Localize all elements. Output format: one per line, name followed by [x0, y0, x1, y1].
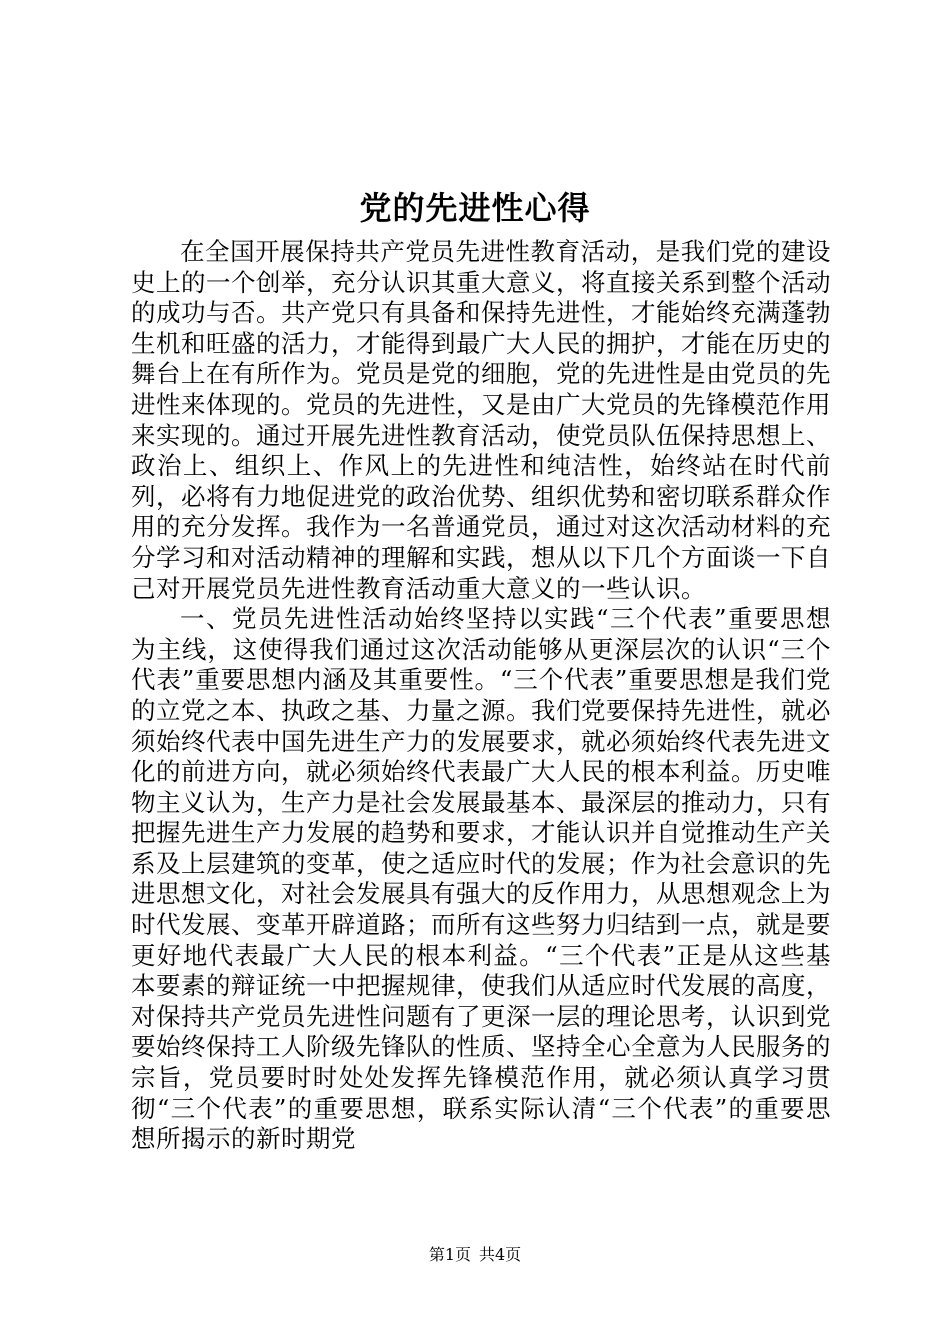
page-title: 党的先进性心得: [359, 189, 591, 227]
document-body: [131, 237, 831, 1155]
paragraph-section-one: 一、党员先进性活动始终坚持以实践“三个代表”重要思想为主线，这使得我们通过这次活动能够从更深层次的认识“三个代表”重要思想内涵及其重要性。“三个代表”重要思想是我们党的立党之本、执政之基、力量之源。我们党要保持先进性，就必须始终代表中国先进生产力的发展要求，就必须始终代表先进文化的前进方向，就必须始终代表最广大人民的根本利益。历史唯物主义认为，生产力是社会发展最基本、最深层的推动力，只有把握先进生产力发展的趋势和要求，才能认识并自觉推动生产关系及上层建筑的变革，使之适应时代的发展；作为社会意识的先进思想文化，对社会发展具有强大的反作用力，从思想观念上为时代发展、变革开辟道路；而所有这些努力归结到一点，就是要更好地代表最广大人民的根本利益。“三个代表”正是从这些基本要素的辩证统一中把握规律，使我们从适应时代发展的高度，对保持共产党员先进性问题有了更深一层的理论思考，认识到党要始终保持工人阶级先锋队的性质、坚持全心全意为人民服务的宗旨，党员要时时处处发挥先锋模范作用，就必须认真学习贯彻“三个代表”的重要思想，联系实际认清“三个代表”的重要思想所揭示的新时期党: [131, 604, 831, 1154]
page-footer: [0, 1244, 950, 1266]
page-number-current: 第1页: [428, 1245, 471, 1264]
paragraph-intro: 在全国开展保持共产党员先进性教育活动，是我们党的建设史上的一个创举，充分认识其重大意义，将直接关系到整个活动的成功与否。共产党只有具备和保持先进性，才能始终充满蓬勃生机和旺盛的活力，才能得到最广大人民的拥护，才能在历史的舞台上在有所作为。党员是党的细胞，党的先进性是由党员的先进性来体现的。党员的先进性，又是由广大党员的先锋模范作用来实现的。通过开展先进性教育活动，使党员队伍保持思想上、政治上、组织上、作风上的先进性和纯洁性，始终站在时代前列，必将有力地促进党的政治优势、组织优势和密切联系群众作用的充分发挥。我作为一名普通党员，通过对这次活动材料的充分学习和对活动精神的理解和实践，想从以下几个方面谈一下自己对开展党员先进性教育活动重大意义的一些认识。: [131, 237, 831, 603]
page-number-total: 共4页: [479, 1245, 522, 1264]
